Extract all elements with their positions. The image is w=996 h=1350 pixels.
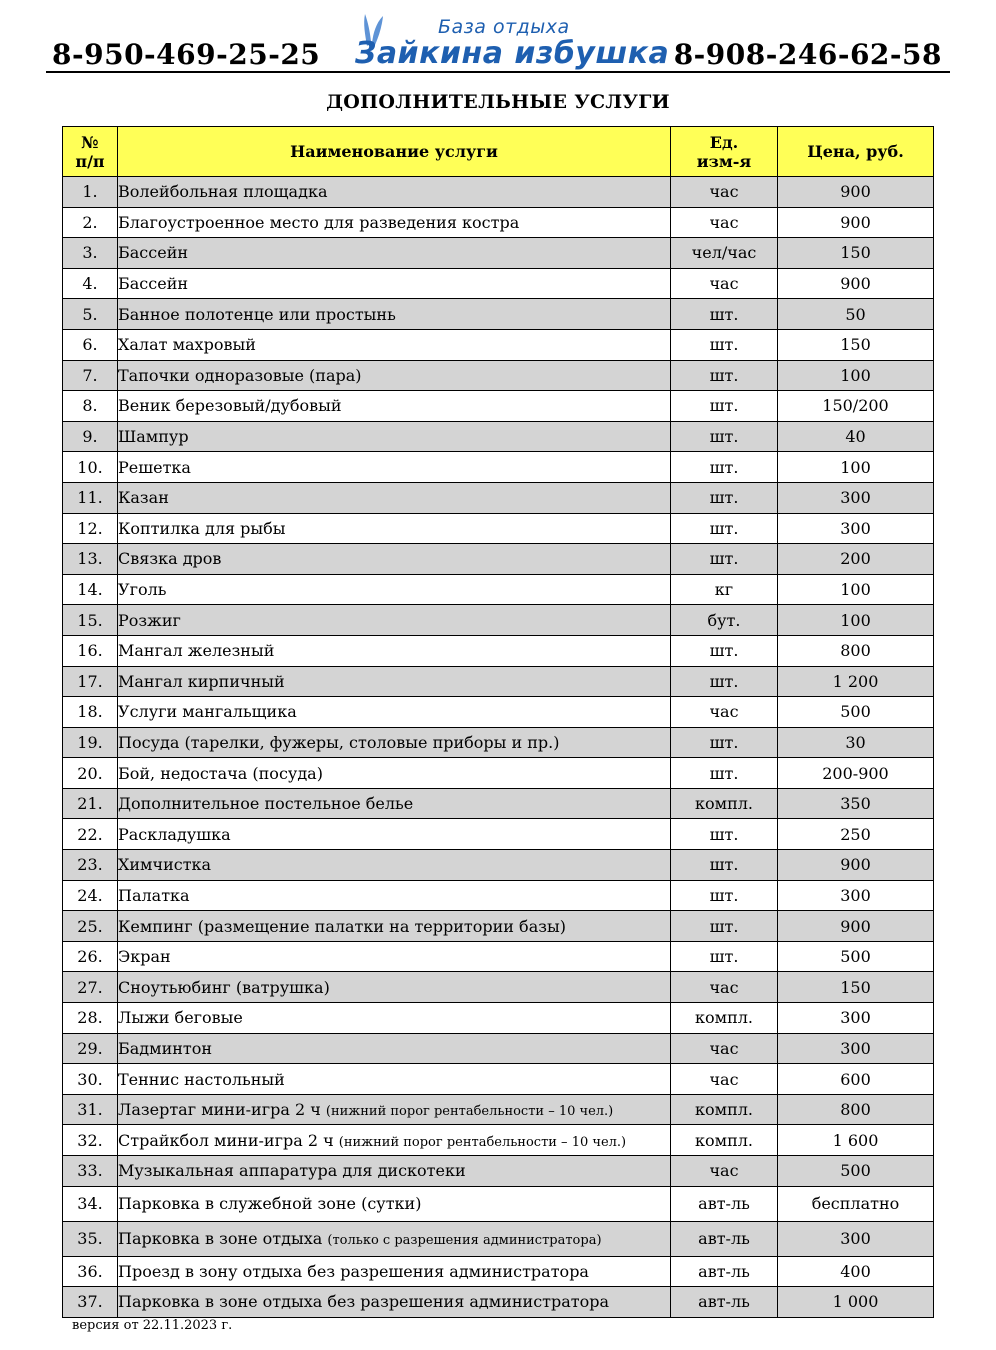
- row-number: 16.: [63, 635, 118, 666]
- table-row: [63, 177, 934, 208]
- row-number: 4.: [63, 268, 118, 299]
- unit-cell: шт.: [671, 819, 778, 850]
- unit-cell: шт.: [671, 299, 778, 330]
- unit-cell: шт.: [671, 482, 778, 513]
- service-name-cell: [118, 268, 671, 299]
- service-name: Парковка в служебной зоне (сутки): [118, 1194, 422, 1214]
- row-number: 27.: [63, 972, 118, 1003]
- table-row: [63, 329, 934, 360]
- service-name: Парковка в зоне отдыха без разрешения администратора: [118, 1292, 610, 1312]
- price-cell: 400: [778, 1256, 934, 1287]
- service-name: Халат махровый: [118, 335, 256, 355]
- column-header-unit: [671, 127, 778, 177]
- row-number: 37.: [63, 1287, 118, 1318]
- service-name-cell: [118, 850, 671, 881]
- unit-cell: час: [671, 268, 778, 299]
- table-row: [63, 574, 934, 605]
- services-price-table: [62, 126, 934, 1318]
- row-number: 15.: [63, 605, 118, 636]
- price-cell: 500: [778, 941, 934, 972]
- service-name: Лазертаг мини-игра 2 ч: [118, 1100, 321, 1120]
- price-cell: 300: [778, 1221, 934, 1256]
- page-header: [0, 0, 996, 80]
- row-number: 24.: [63, 880, 118, 911]
- table-row: [63, 391, 934, 422]
- row-number: 7.: [63, 360, 118, 391]
- document-title: ДОПОЛНИТЕЛЬНЫЕ УСЛУГИ: [326, 91, 670, 113]
- service-name-cell: [118, 911, 671, 942]
- price-cell: 200-900: [778, 758, 934, 789]
- price-cell: 300: [778, 1003, 934, 1034]
- unit-cell: шт.: [671, 421, 778, 452]
- price-cell: 800: [778, 1094, 934, 1125]
- price-cell: 100: [778, 574, 934, 605]
- unit-cell: компл.: [671, 1125, 778, 1156]
- price-cell: 100: [778, 605, 934, 636]
- price-cell: 150: [778, 238, 934, 269]
- unit-cell: шт.: [671, 941, 778, 972]
- row-number: 34.: [63, 1186, 118, 1221]
- price-cell: 30: [778, 727, 934, 758]
- price-cell: 300: [778, 880, 934, 911]
- price-cell: 100: [778, 360, 934, 391]
- price-cell: 50: [778, 299, 934, 330]
- phone-left: 8-950-469-25-25: [52, 38, 321, 71]
- price-cell: 1 000: [778, 1287, 934, 1318]
- service-name: Мангал железный: [118, 641, 275, 661]
- row-number: 12.: [63, 513, 118, 544]
- table-row: [63, 911, 934, 942]
- unit-cell: шт.: [671, 544, 778, 575]
- service-name-cell: [118, 544, 671, 575]
- row-number: 14.: [63, 574, 118, 605]
- table-row: [63, 758, 934, 789]
- unit-cell: час: [671, 1064, 778, 1095]
- service-name-cell: [118, 819, 671, 850]
- service-name-cell: [118, 299, 671, 330]
- price-cell: 250: [778, 819, 934, 850]
- service-name-cell: [118, 727, 671, 758]
- table-row: [63, 1221, 934, 1256]
- service-name: Бой, недостача (посуда): [118, 763, 323, 783]
- table-row: [63, 238, 934, 269]
- price-cell: 150: [778, 329, 934, 360]
- row-number: 23.: [63, 850, 118, 881]
- service-name-cell: [118, 972, 671, 1003]
- unit-cell: компл.: [671, 1094, 778, 1125]
- price-cell: 900: [778, 268, 934, 299]
- table-row: [63, 1156, 934, 1187]
- service-name: Страйкбол мини-игра 2 ч: [118, 1130, 334, 1150]
- table-row: [63, 880, 934, 911]
- price-cell: 300: [778, 1033, 934, 1064]
- price-cell: 800: [778, 635, 934, 666]
- row-number: 25.: [63, 911, 118, 942]
- unit-cell: компл.: [671, 788, 778, 819]
- table-row: [63, 1125, 934, 1156]
- service-name: Банное полотенце или простынь: [118, 304, 396, 324]
- table-row: [63, 819, 934, 850]
- brand-logo: [353, 12, 670, 74]
- unit-cell: шт.: [671, 880, 778, 911]
- service-name-cell: [118, 1125, 671, 1156]
- table-row: [63, 421, 934, 452]
- price-cell: 150/200: [778, 391, 934, 422]
- price-cell: 350: [778, 788, 934, 819]
- row-number: 11.: [63, 482, 118, 513]
- service-name: Уголь: [118, 580, 167, 600]
- price-cell: 900: [778, 911, 934, 942]
- table-row: [63, 1287, 934, 1318]
- row-number: 2.: [63, 207, 118, 238]
- price-cell: бесплатно: [778, 1186, 934, 1221]
- unit-cell: авт-ль: [671, 1256, 778, 1287]
- service-name: Мангал кирпичный: [118, 671, 285, 691]
- service-name-cell: [118, 329, 671, 360]
- service-name-cell: [118, 941, 671, 972]
- service-name-cell: [118, 1003, 671, 1034]
- row-number: 1.: [63, 177, 118, 208]
- service-name-cell: [118, 1156, 671, 1187]
- service-name: Музыкальная аппаратура для дискотеки: [118, 1161, 466, 1181]
- service-name: Благоустроенное место для разведения костра: [118, 212, 520, 232]
- service-name: Связка дров: [118, 549, 222, 569]
- service-name-cell: [118, 880, 671, 911]
- row-number: 22.: [63, 819, 118, 850]
- phone-right: 8-908-246-62-58: [673, 38, 942, 71]
- service-name-cell: [118, 1221, 671, 1256]
- service-name: Теннис настольный: [118, 1069, 285, 1089]
- header-divider: [46, 71, 950, 73]
- price-cell: 600: [778, 1064, 934, 1095]
- unit-cell: час: [671, 697, 778, 728]
- service-note: (только с разрешения администратора): [327, 1233, 602, 1249]
- unit-cell: шт.: [671, 758, 778, 789]
- table-row: [63, 972, 934, 1003]
- table-row: [63, 1256, 934, 1287]
- service-name-cell: [118, 513, 671, 544]
- row-number: 6.: [63, 329, 118, 360]
- table-body: [63, 177, 934, 1318]
- unit-cell: шт.: [671, 911, 778, 942]
- row-number: 29.: [63, 1033, 118, 1064]
- unit-cell: шт.: [671, 360, 778, 391]
- column-header-price: Цена, руб.: [778, 127, 934, 177]
- row-number: 5.: [63, 299, 118, 330]
- service-name-cell: [118, 177, 671, 208]
- service-name: Сноутьюбинг (ватрушка): [118, 977, 330, 997]
- table-row: [63, 544, 934, 575]
- service-name: Бассейн: [118, 243, 189, 263]
- unit-cell: бут.: [671, 605, 778, 636]
- price-cell: 500: [778, 1156, 934, 1187]
- unit-cell: час: [671, 1033, 778, 1064]
- price-cell: 150: [778, 972, 934, 1003]
- price-cell: 1 600: [778, 1125, 934, 1156]
- price-cell: 100: [778, 452, 934, 483]
- service-name: Решетка: [118, 457, 191, 477]
- row-number: 33.: [63, 1156, 118, 1187]
- unit-cell: шт.: [671, 513, 778, 544]
- service-name-cell: [118, 391, 671, 422]
- service-name: Парковка в зоне отдыха: [118, 1229, 323, 1249]
- unit-cell: шт.: [671, 391, 778, 422]
- service-name: Тапочки одноразовые (пара): [118, 365, 362, 385]
- service-name-cell: [118, 758, 671, 789]
- service-name: Кемпинг (размещение палатки на территории базы): [118, 916, 566, 936]
- service-name: Дополнительное постельное белье: [118, 794, 414, 814]
- price-cell: 900: [778, 850, 934, 881]
- table-row: [63, 1033, 934, 1064]
- service-name-cell: [118, 1256, 671, 1287]
- service-name: Палатка: [118, 885, 190, 905]
- service-name: Розжиг: [118, 610, 181, 630]
- table-row: [63, 635, 934, 666]
- unit-cell: авт-ль: [671, 1221, 778, 1256]
- table-row: [63, 850, 934, 881]
- table-row: [63, 727, 934, 758]
- row-number: 18.: [63, 697, 118, 728]
- service-name: Веник березовый/дубовый: [118, 396, 342, 416]
- price-cell: 300: [778, 513, 934, 544]
- unit-cell: шт.: [671, 329, 778, 360]
- price-cell: 500: [778, 697, 934, 728]
- unit-cell: час: [671, 207, 778, 238]
- row-number: 17.: [63, 666, 118, 697]
- service-name: Проезд в зону отдыха без разрешения администратора: [118, 1261, 589, 1281]
- row-number: 10.: [63, 452, 118, 483]
- table-row: [63, 482, 934, 513]
- service-name: Посуда (тарелки, фужеры, столовые приборы и пр.): [118, 732, 560, 752]
- column-header-number: [63, 127, 118, 177]
- row-number: 30.: [63, 1064, 118, 1095]
- unit-cell: авт-ль: [671, 1186, 778, 1221]
- row-number: 35.: [63, 1221, 118, 1256]
- table-row: [63, 605, 934, 636]
- price-cell: 900: [778, 177, 934, 208]
- row-number: 28.: [63, 1003, 118, 1034]
- service-name-cell: [118, 482, 671, 513]
- unit-cell: авт-ль: [671, 1287, 778, 1318]
- service-name-cell: [118, 421, 671, 452]
- service-name: Химчистка: [118, 855, 212, 875]
- price-cell: 900: [778, 207, 934, 238]
- table-row: [63, 452, 934, 483]
- service-name: Лыжи беговые: [118, 1008, 243, 1028]
- table-row: [63, 360, 934, 391]
- unit-cell: шт.: [671, 850, 778, 881]
- service-name: Казан: [118, 488, 169, 508]
- row-number: 26.: [63, 941, 118, 972]
- row-number: 13.: [63, 544, 118, 575]
- row-number: 32.: [63, 1125, 118, 1156]
- table-row: [63, 513, 934, 544]
- service-name: Волейбольная площадка: [118, 182, 328, 202]
- service-name-cell: [118, 1094, 671, 1125]
- service-name: Услуги мангальщика: [118, 702, 297, 722]
- unit-cell: шт.: [671, 635, 778, 666]
- service-name-cell: [118, 635, 671, 666]
- row-number: 31.: [63, 1094, 118, 1125]
- version-note: версия от 22.11.2023 г.: [72, 1318, 233, 1333]
- service-name: Бадминтон: [118, 1038, 213, 1058]
- service-note: (нижний порог рентабельности – 10 чел.): [338, 1134, 627, 1150]
- row-number: 21.: [63, 788, 118, 819]
- header-unit-line2: изм-я: [696, 151, 752, 171]
- logo-subtitle: База отдыха: [438, 16, 570, 38]
- service-name-cell: [118, 666, 671, 697]
- service-name-cell: [118, 605, 671, 636]
- service-name: Бассейн: [118, 274, 189, 294]
- table-row: [63, 941, 934, 972]
- service-note: (нижний порог рентабельности – 10 чел.): [325, 1104, 614, 1120]
- service-name: Экран: [118, 947, 171, 967]
- unit-cell: час: [671, 177, 778, 208]
- row-number: 19.: [63, 727, 118, 758]
- row-number: 9.: [63, 421, 118, 452]
- table-row: [63, 207, 934, 238]
- service-name-cell: [118, 1064, 671, 1095]
- table-row: [63, 1003, 934, 1034]
- table-header-row: [63, 127, 934, 177]
- unit-cell: шт.: [671, 666, 778, 697]
- table-row: [63, 788, 934, 819]
- logo-title: Зайкина избушка: [355, 36, 670, 71]
- header-unit-line1: Ед.: [709, 132, 739, 152]
- service-name: Раскладушка: [118, 824, 231, 844]
- service-name-cell: [118, 1033, 671, 1064]
- table-row: [63, 666, 934, 697]
- table-row: [63, 299, 934, 330]
- service-name-cell: [118, 697, 671, 728]
- unit-cell: кг: [671, 574, 778, 605]
- table-row: [63, 1186, 934, 1221]
- unit-cell: компл.: [671, 1003, 778, 1034]
- unit-cell: чел/час: [671, 238, 778, 269]
- price-cell: 200: [778, 544, 934, 575]
- service-name-cell: [118, 360, 671, 391]
- row-number: 20.: [63, 758, 118, 789]
- header-number-line1: №: [81, 132, 99, 152]
- unit-cell: шт.: [671, 727, 778, 758]
- price-cell: 300: [778, 482, 934, 513]
- row-number: 3.: [63, 238, 118, 269]
- column-header-name: Наименование услуги: [118, 127, 671, 177]
- row-number: 8.: [63, 391, 118, 422]
- service-name-cell: [118, 238, 671, 269]
- service-name: Шампур: [118, 427, 189, 447]
- service-name-cell: [118, 788, 671, 819]
- price-cell: 40: [778, 421, 934, 452]
- service-name-cell: [118, 1287, 671, 1318]
- table-row: [63, 1094, 934, 1125]
- service-name-cell: [118, 1186, 671, 1221]
- unit-cell: час: [671, 972, 778, 1003]
- service-name-cell: [118, 207, 671, 238]
- table-row: [63, 1064, 934, 1095]
- service-name: Коптилка для рыбы: [118, 518, 286, 538]
- unit-cell: шт.: [671, 452, 778, 483]
- row-number: 36.: [63, 1256, 118, 1287]
- unit-cell: час: [671, 1156, 778, 1187]
- header-number-line2: п/п: [75, 151, 105, 171]
- table-row: [63, 268, 934, 299]
- service-name-cell: [118, 574, 671, 605]
- table-row: [63, 697, 934, 728]
- price-cell: 1 200: [778, 666, 934, 697]
- service-name-cell: [118, 452, 671, 483]
